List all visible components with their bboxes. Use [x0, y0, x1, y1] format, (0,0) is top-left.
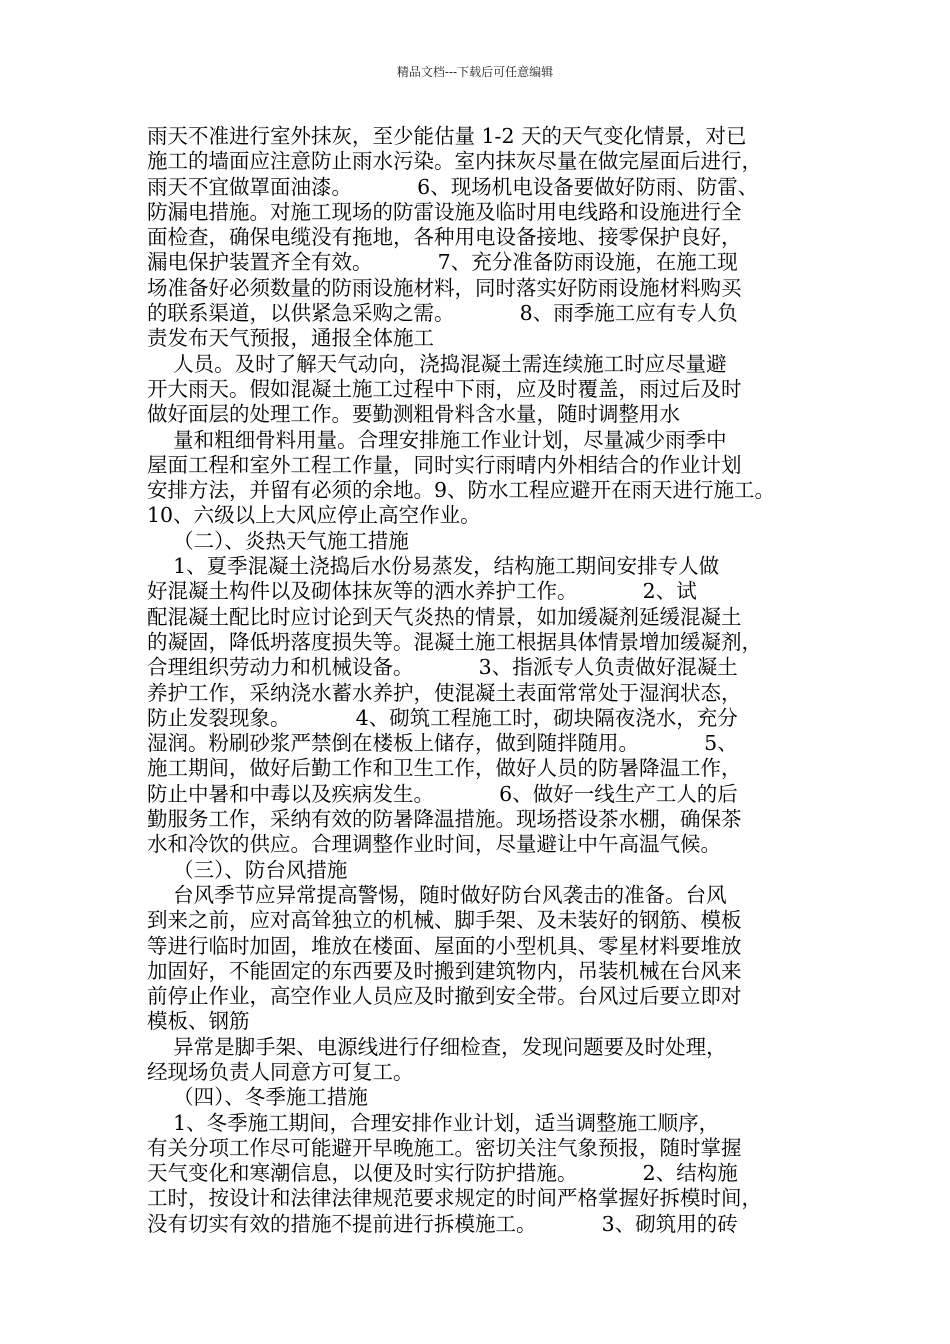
text-line: 漏电保护装置齐全有效。 7、充分准备防雨设施，在施工现	[147, 250, 738, 275]
text-line: （三）、防台风措施	[147, 857, 348, 882]
text-line: 责发布天气预报，通报全体施工	[147, 326, 434, 351]
text-line: 没有切实有效的措施不提前进行拆模施工。 3、砌筑用的砖	[147, 1211, 738, 1236]
text-line: 防止发裂现象。 4、砌筑工程施工时，砌块隔夜浇水，充分	[147, 705, 738, 730]
page-header: 精品文档---下载后可任意编辑	[396, 65, 554, 79]
text-line: 养护工作，采纳浇水蓄水养护，使混凝土表面常常处于湿润状态，	[147, 680, 742, 705]
text-line: 的联系渠道，以供紧急采购之需。 8、雨季施工应有专人负	[147, 301, 738, 326]
text-line: 屋面工程和室外工程工作量，同时实行雨晴内外相结合的作业计划	[147, 452, 742, 477]
text-line: 工时，按设计和法律法律规范要求规定的时间严格掌握好拆模时间，	[147, 1186, 762, 1211]
text-line: 前停止作业，高空作业人员应及时撤到安全带。台风过后要立即对	[147, 984, 742, 1009]
text-line: 施工期间，做好后勤工作和卫生工作，做好人员的防暑降温工作，	[147, 756, 742, 781]
document-body	[147, 124, 827, 1237]
text-line: 有关分项工作尽可能避开早晚施工。密切关注气象预报，随时掌握	[147, 1135, 742, 1160]
text-line: 面检查，确保电缆没有拖地，各种用电设备接地、接零保护良好，	[147, 225, 742, 250]
text-line: 模板、钢筋	[147, 1009, 250, 1034]
text-line: 防漏电措施。对施工现场的防雷设施及临时用电线路和设施进行全	[147, 199, 742, 224]
text-line: 10、六级以上大风应停止高空作业。	[147, 503, 481, 528]
text-line: 安排方法，并留有必须的余地。9、防水工程应避开在雨天进行施工。	[147, 478, 776, 503]
text-line: 的凝固，降低坍落度损失等。混凝土施工根据具体情景增加缓凝剂，	[147, 629, 762, 654]
text-line: 合理组织劳动力和机械设备。 3、指派专人负责做好混凝土	[147, 655, 738, 680]
text-line: 加固好，不能固定的东西要及时搬到建筑物内，吊装机械在台风来	[147, 958, 742, 983]
text-line: 等进行临时加固，堆放在楼面、屋面的小型机具、零星材料要堆放	[147, 933, 742, 958]
text-line: 场准备好必须数量的防雨设施材料，同时落实好防雨设施材料购买	[147, 275, 742, 300]
text-line: 做好面层的处理工作。要勤测粗骨料含水量，随时调整用水	[147, 402, 680, 427]
text-line: 施工的墙面应注意防止雨水污染。室内抹灰尽量在做完屋面后进行，	[147, 149, 762, 174]
text-line: 好混凝土构件以及砌体抹灰等的洒水养护工作。 2、试	[147, 579, 697, 604]
text-line: 经现场负责人同意方可复工。	[147, 1059, 414, 1084]
text-line: 雨天不准进行室外抹灰，至少能估量 1-2 天的天气变化情景，对已	[147, 124, 747, 148]
text-line: 雨天不宜做罩面油漆。 6、现场机电设备要做好防雨、防雷、	[147, 174, 759, 199]
text-line: 天气变化和寒潮信息，以便及时实行防护措施。 2、结构施	[147, 1161, 738, 1186]
text-line: 1、冬季施工期间，合理安排作业计划，适当调整施工顺序，	[147, 1110, 720, 1135]
text-line: 到来之前，应对高耸独立的机械、脚手架、及未装好的钢筋、模板	[147, 908, 742, 933]
text-line: 开大雨天。假如混凝土施工过程中下雨，应及时覆盖，雨过后及时	[147, 376, 742, 401]
text-line: 水和冷饮的供应。合理调整作业时间，尽量避让中午高温气候。	[147, 832, 721, 857]
text-line: （二）、炎热天气施工措施	[147, 528, 409, 553]
text-line: 1、夏季混凝土浇捣后水份易蒸发，结构施工期间安排专人做	[147, 554, 720, 579]
text-line: 防止中暑和中毒以及疾病发生。 6、做好一线生产工人的后	[147, 781, 738, 806]
text-line: （四）、冬季施工措施	[147, 1085, 368, 1110]
text-line: 人员。及时了解天气动向，浇捣混凝土需连续施工时应尽量避	[147, 351, 727, 376]
text-line: 量和粗细骨料用量。合理安排施工作业计划，尽量减少雨季中	[147, 427, 727, 452]
text-line: 勤服务工作，采纳有效的防暑降温措施。现场搭设茶水棚，确保茶	[147, 807, 742, 832]
text-line: 湿润。粉刷砂浆严禁倒在楼板上储存，做到随拌随用。 5、	[147, 731, 738, 756]
text-line: 配混凝土配比时应讨论到天气炎热的情景，如加缓凝剂延缓混凝土	[147, 604, 742, 629]
text-line: 异常是脚手架、电源线进行仔细检查，发现问题要及时处理，	[147, 1034, 727, 1059]
text-line: 台风季节应异常提高警惕，随时做好防台风袭击的准备。台风	[147, 882, 727, 907]
